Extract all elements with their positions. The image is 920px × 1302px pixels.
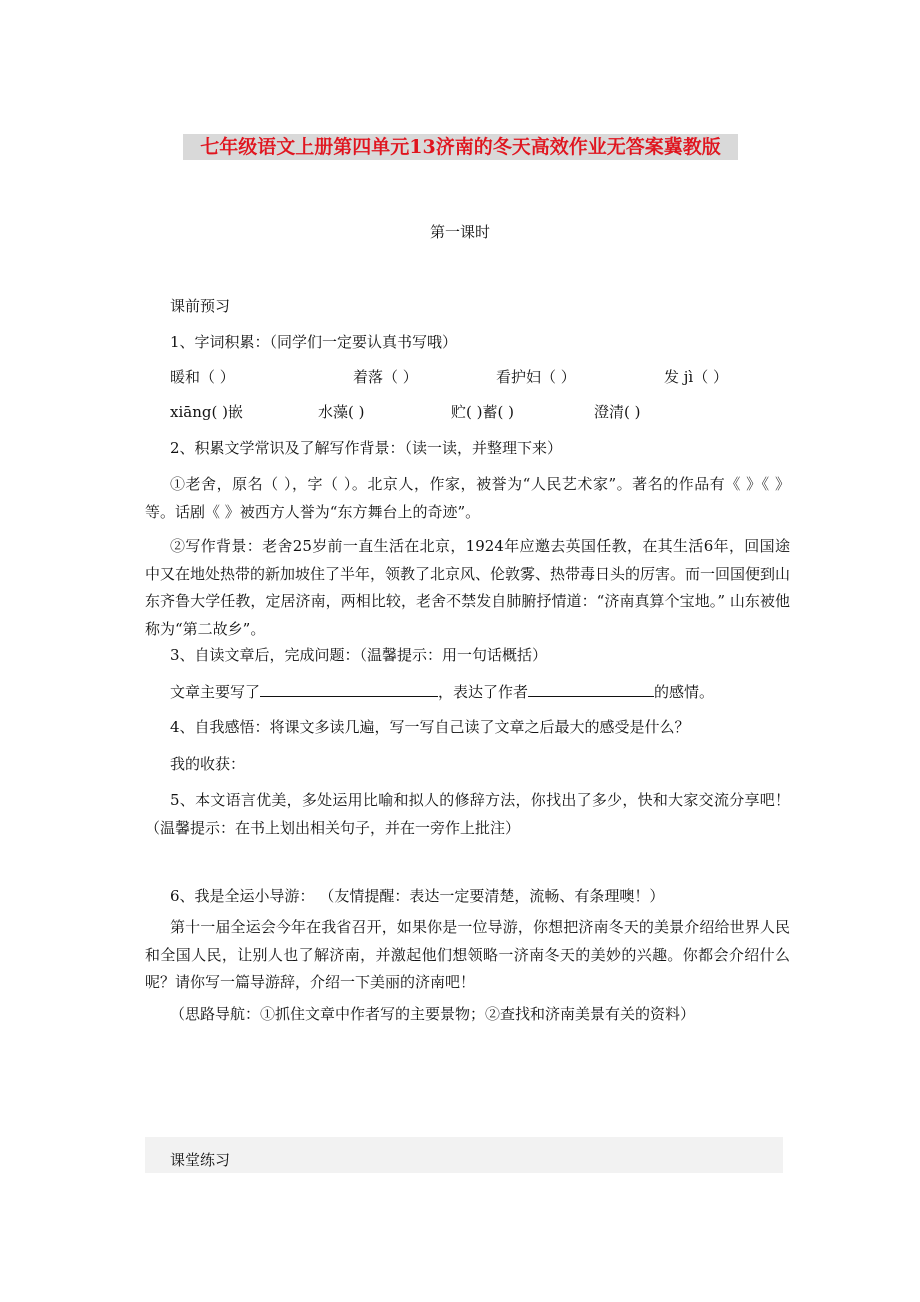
q6-paragraph: 第十一届全运会今年在我省召开，如果你是一位导游，你想把济南冬天的美景介绍给世界人民和全国人民，让别人也了解济南，并激起他们想领略一济南冬天的美妙的兴趣。你都会介绍什么呢？请你写一篇导游辞，介绍一下美丽的济南吧！ (145, 918, 790, 991)
q5-paragraph: 5、本文语言优美，多处运用比喻和拟人的修辞方法，你找出了多少，快和大家交流分享吧！（温馨提示：在书上划出相关句子，并在一旁作上批注） (145, 791, 790, 837)
q3-text-a: 文章主要写了 (170, 683, 261, 701)
lesson-subtitle: 第一课时 (429, 223, 490, 241)
document-title: 七年级语文上册第四单元13济南的冬天高效作业无答案冀教版 (183, 134, 738, 160)
q2-paragraph-2: ②写作背景：老舍25岁前一直生活在北京，1924年应邀去英国任教，在其生活6年，回国途中又在地处热带的新加坡住了半年，领教了北京风、伦敦雾、热带毒日头的厉害。而一回国便到山东齐鲁大学任教，定居济南，两相比较，老舍不禁发自肺腑抒情道：“济南真算个宝地。” 山东被他称为“第二故乡”。 (145, 537, 791, 638)
q3-label: 3、自读文章后，完成问题：（温馨提示：用一句话概括） (170, 646, 548, 664)
q4-harvest: 我的收获： (170, 755, 246, 773)
vocab-item: 发 jì（ ） (664, 368, 728, 386)
vocab-item: 看护妇（ ） (496, 368, 576, 386)
vocab-row-2 (170, 402, 709, 422)
vocab-row-1 (170, 367, 774, 387)
q3-text-b: ，表达了作者 (438, 683, 529, 701)
q4-label: 4、自我感悟：将课文多读几遍，写一写自己读了文章之后最大的感受是什么？ (170, 718, 690, 736)
q3-blank-2[interactable] (528, 680, 654, 697)
q3-sentence (170, 680, 714, 702)
q2-paragraph-1: ①老舍，原名（ ），字（ ）。北京人，作家，被誉为“人民艺术家”。著名的作品有《 》《 》等。话剧《 》被西方人誉为“东方舞台上的奇迹”。 (145, 475, 790, 521)
vocab-item: 暖和（ ） (170, 368, 235, 386)
q3-blank-1[interactable] (260, 680, 438, 697)
vocab-item: 着落（ ） (353, 368, 418, 386)
vocab-item: xiāng( )嵌 (170, 403, 243, 421)
vocab-item: 澄清( ) (594, 403, 641, 421)
q3-text-c: 的感情。 (654, 683, 715, 701)
q6-label: 6、我是全运小导游： （友情提醒：表达一定要清楚，流畅、有条理噢！） (170, 887, 665, 905)
q6-hint: （思路导航：①抓住文章中作者写的主要景物；②查找和济南美景有关的资料） (170, 1005, 696, 1023)
vocab-item: 水藻( ) (318, 403, 365, 421)
classwork-heading: 课堂练习 (170, 1151, 231, 1169)
q1-label: 1、字词积累：（同学们一定要认真书写哦） (170, 333, 458, 351)
q2-label: 2、积累文学常识及了解写作背景：（读一读，并整理下来） (170, 439, 563, 457)
classwork-band (145, 1137, 783, 1173)
vocab-item: 贮( )蓄( ) (451, 403, 514, 421)
preview-heading: 课前预习 (170, 297, 231, 315)
